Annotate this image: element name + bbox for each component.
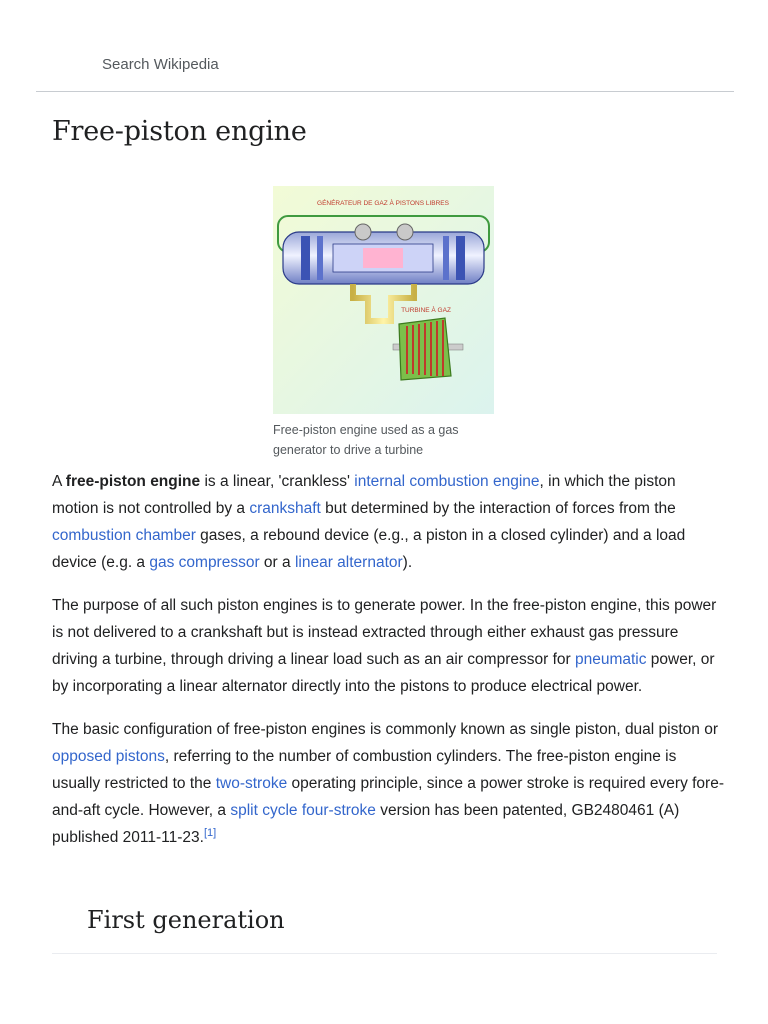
diagram-title-label: GÉNÉRATEUR DE GAZ À PISTONS LIBRES [317,200,449,207]
link-opposed-pistons[interactable]: opposed pistons [52,748,165,765]
page-title: Free-piston engine [52,116,307,147]
figure-caption: Free-piston engine used as a gas generator to drive a turbine [273,423,459,457]
search-input[interactable]: Search Wikipedia [102,56,219,73]
search-bar[interactable] [36,30,734,92]
text-run: A [52,473,66,490]
link-linear-alternator[interactable]: linear alternator [294,554,403,571]
link-crankshaft[interactable]: crankshaft [249,500,321,517]
article-body [52,468,724,867]
text-run: or a [259,554,295,571]
link-pneumatic[interactable]: pneumatic [574,651,647,668]
section-heading-first-generation[interactable]: First generation [87,906,285,934]
text-run: operating principle, since a power stroke is required every fore-and-aft cycle. However, a [52,775,724,819]
text-run: , in which the piston motion is not controlled by a [52,473,676,517]
text-run: The basic configuration of free-piston engines is commonly known as single piston, dual piston or [52,721,719,738]
link-two-stroke[interactable]: two-stroke [215,775,288,792]
text-run: gases, a rebound device (e.g., a piston in a closed cylinder) and a load device (e.g. a [52,527,686,571]
article-figure [273,186,495,460]
link-split-cycle-four-stroke[interactable]: split cycle four-stroke [230,802,376,819]
paragraph-purpose [52,592,724,700]
text-run: version has been patented, GB2480461 (A) published 2011-11-23. [52,802,680,846]
text-run: is a linear, 'crankless' [200,473,355,490]
link-gas-compressor[interactable]: gas compressor [149,554,260,571]
reference-link-1[interactable]: [1] [203,827,217,839]
text-run: The purpose of all such piston engines is to generate power. In the free-piston engine, this power is not delivered to a crankshaft but is instead extracted through either exhaust gas pressure driving a turbine, through driving a linear load such as an air compressor for [52,597,717,668]
text-run: , referring to the number of combustion cylinders. The free-piston engine is usually restricted to the [52,748,677,792]
link-combustion-chamber[interactable]: combustion chamber [52,527,196,544]
paragraph-intro [52,468,724,576]
link-internal-combustion-engine[interactable]: internal combustion engine [354,473,540,490]
section-divider [52,953,717,954]
paragraph-configuration [52,716,724,851]
bold-term: free-piston engine [65,473,201,490]
text-run: but determined by the interaction of forces from the [320,500,676,517]
text-run: power, or by incorporating a linear alternator directly into the pistons to produce electrical power. [52,651,715,695]
diagram-turbine-label: TURBINE À GAZ [401,307,451,314]
text-run: ). [402,554,413,571]
free-piston-engine-image[interactable] [273,186,494,414]
